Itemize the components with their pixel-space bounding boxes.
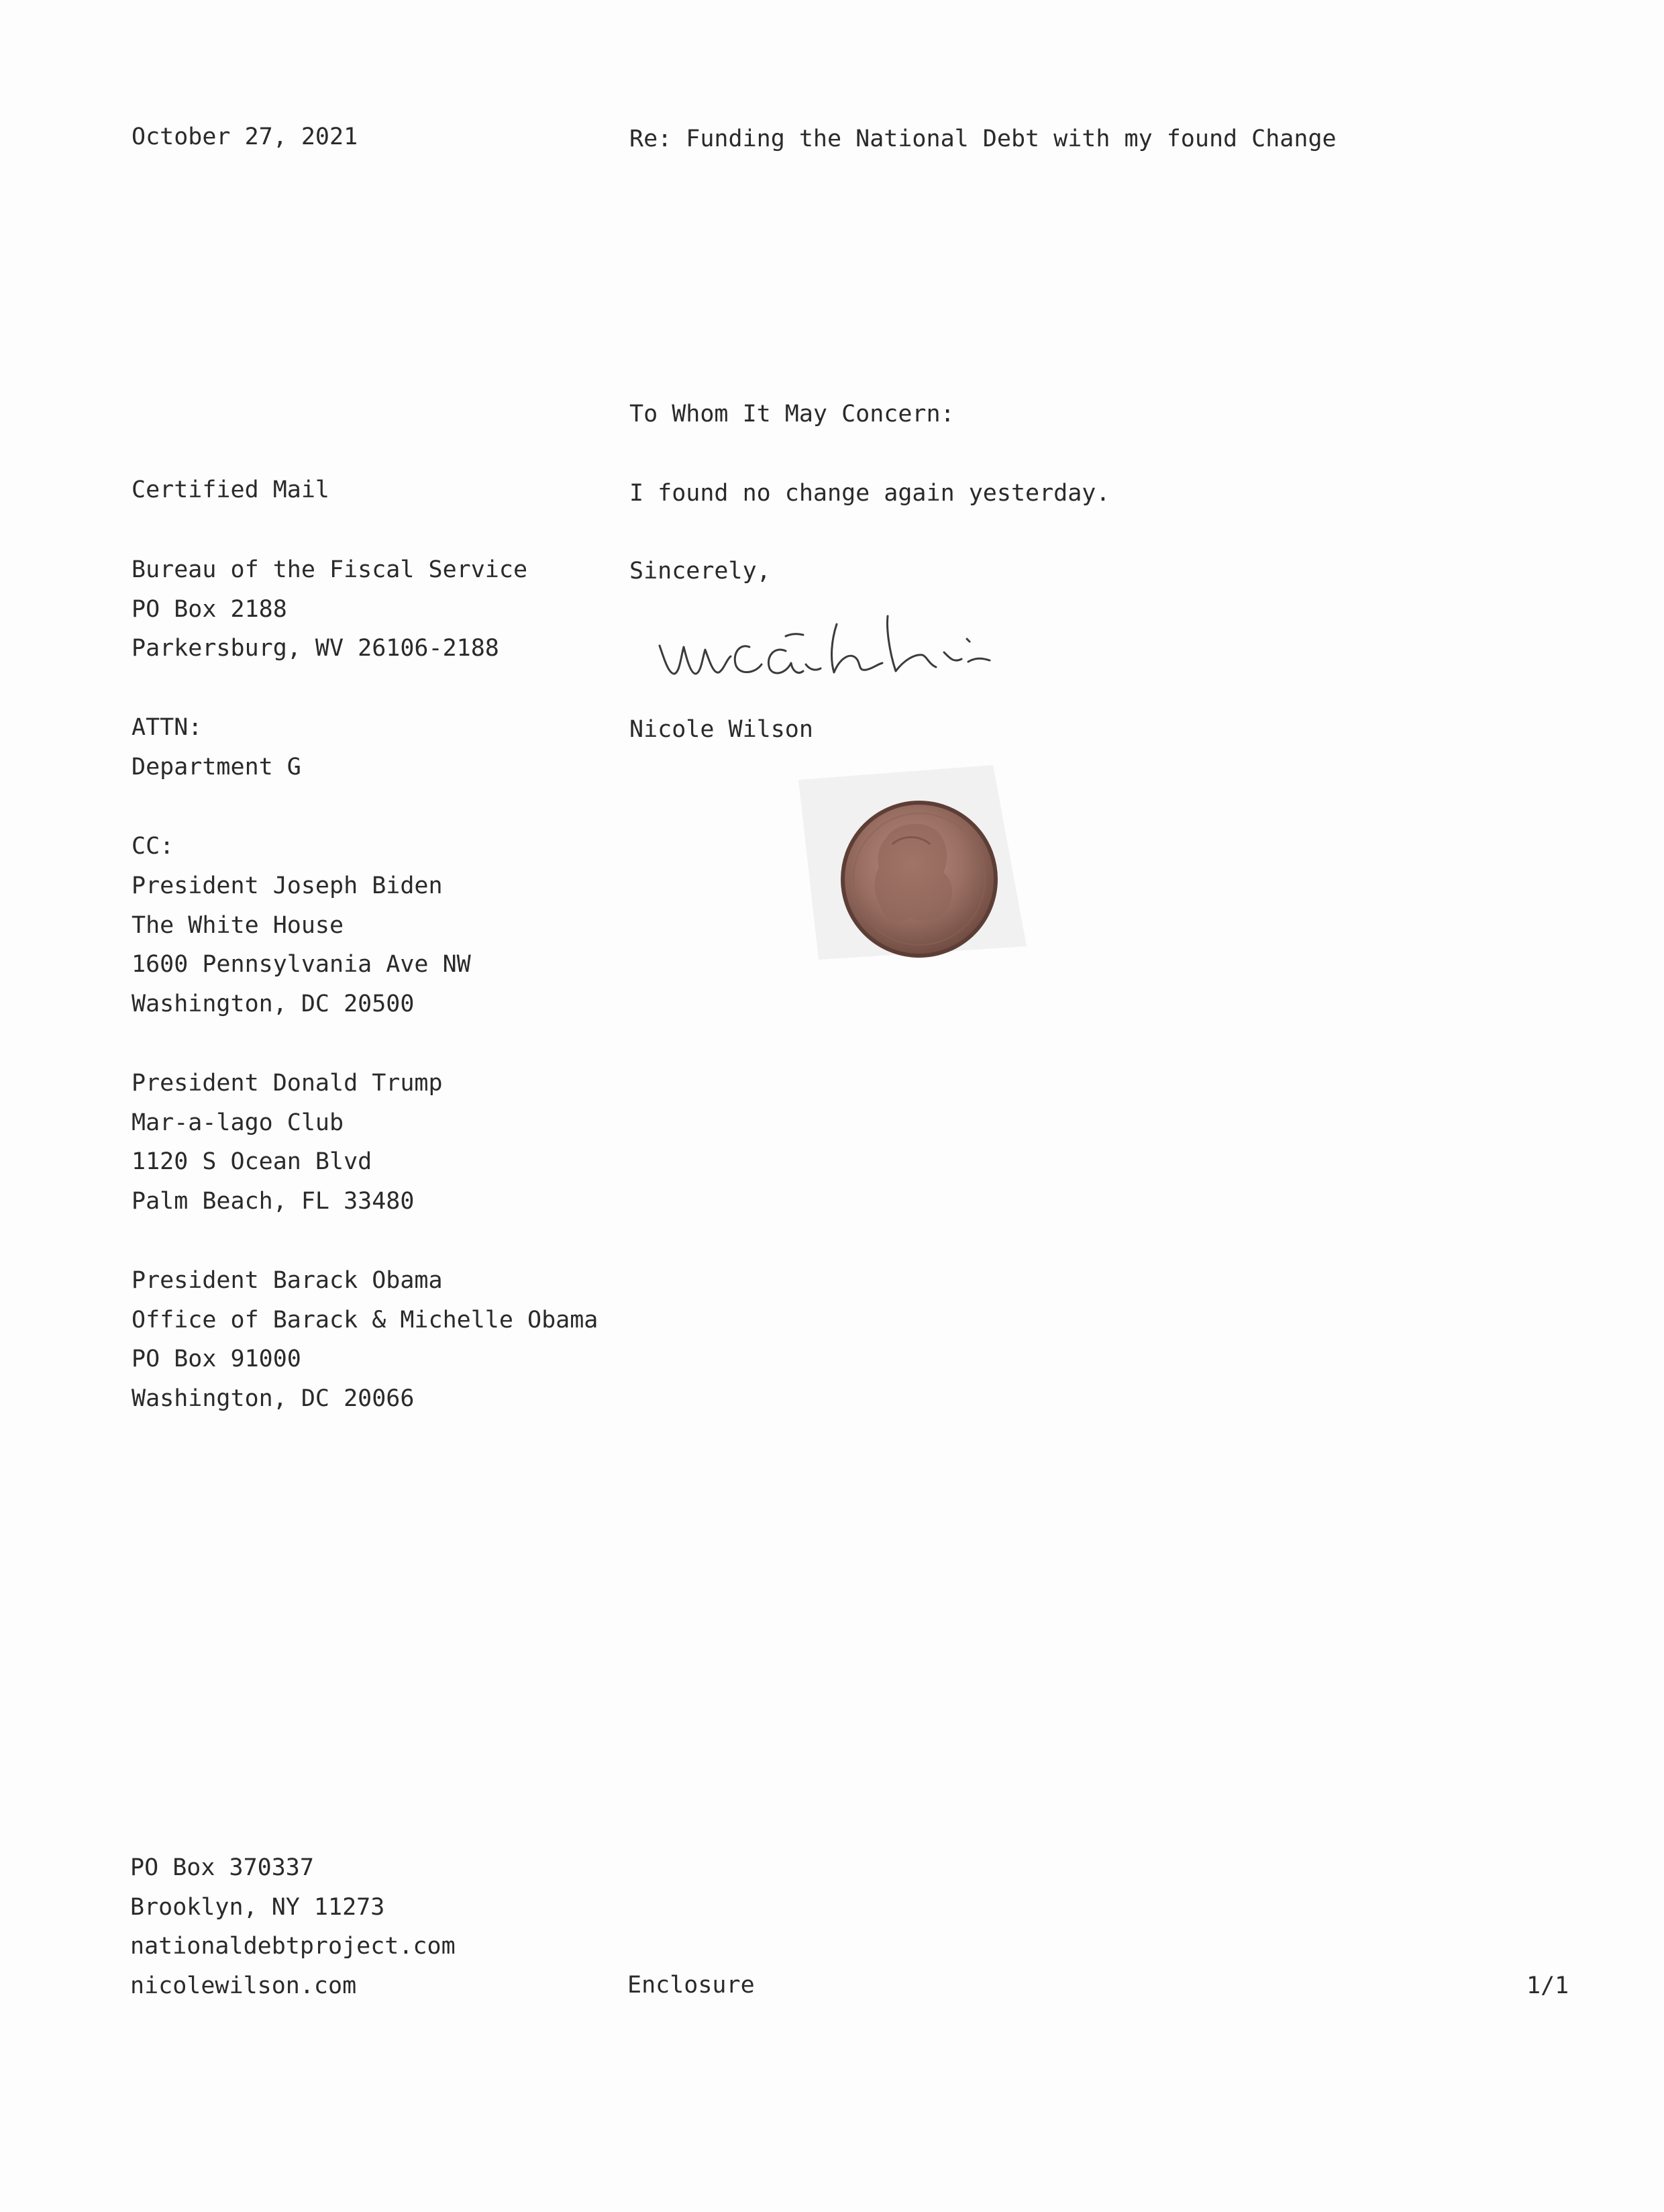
- sender-contact-block: [130, 1848, 456, 2005]
- signer-name: Nicole Wilson: [629, 716, 813, 743]
- attention-department: Department G: [132, 753, 301, 781]
- recipient-address: [132, 550, 527, 668]
- sender-website: nicolewilson.com: [130, 1972, 357, 1999]
- cc-line: Washington, DC 20066: [132, 1385, 415, 1412]
- cc-line: 1600 Pennsylvania Ave NW: [132, 951, 471, 978]
- cc-recipient-biden: [132, 866, 471, 1023]
- salutation: To Whom It May Concern:: [629, 401, 955, 428]
- cc-recipient-trump: [132, 1064, 443, 1221]
- attention-block: [132, 708, 301, 787]
- penny-coin-photo: [792, 765, 1033, 966]
- recipient-line: PO Box 2188: [132, 595, 287, 623]
- recipient-line: Bureau of the Fiscal Service: [132, 556, 528, 583]
- cc-line: President Donald Trump: [132, 1070, 443, 1097]
- cc-line: Office of Barack & Michelle Obama: [132, 1306, 599, 1334]
- cc-line: President Joseph Biden: [132, 872, 443, 899]
- cc-line: Palm Beach, FL 33480: [132, 1187, 415, 1215]
- attention-label: ATTN:: [132, 714, 203, 741]
- closing: Sincerely,: [629, 558, 771, 585]
- handwritten-signature: [654, 604, 1003, 691]
- recipient-line: Parkersburg, WV 26106-2188: [132, 635, 499, 662]
- cc-line: The White House: [132, 911, 344, 939]
- message-text: I found no change again yesterday.: [629, 480, 1110, 507]
- cc-label: CC:: [132, 833, 174, 860]
- subject-line: Re: Funding the National Debt with my found Change: [629, 125, 1337, 152]
- letter-date: October 27, 2021: [132, 123, 358, 150]
- cc-line: Mar-a-lago Club: [132, 1109, 344, 1136]
- cc-recipient-obama: [132, 1261, 598, 1418]
- page-number: 1/1: [1526, 1972, 1569, 1999]
- cc-line: President Barack Obama: [132, 1267, 443, 1294]
- cc-line: PO Box 91000: [132, 1346, 301, 1372]
- cc-line: 1120 S Ocean Blvd: [132, 1148, 372, 1175]
- sender-line: PO Box 370337: [130, 1854, 314, 1881]
- delivery-method: Certified Mail: [132, 476, 330, 503]
- sender-line: Brooklyn, NY 11273: [130, 1893, 385, 1921]
- sender-website: nationaldebtproject.com: [130, 1933, 456, 1960]
- enclosure-note: Enclosure: [627, 1972, 755, 1999]
- cc-line: Washington, DC 20500: [132, 990, 415, 1017]
